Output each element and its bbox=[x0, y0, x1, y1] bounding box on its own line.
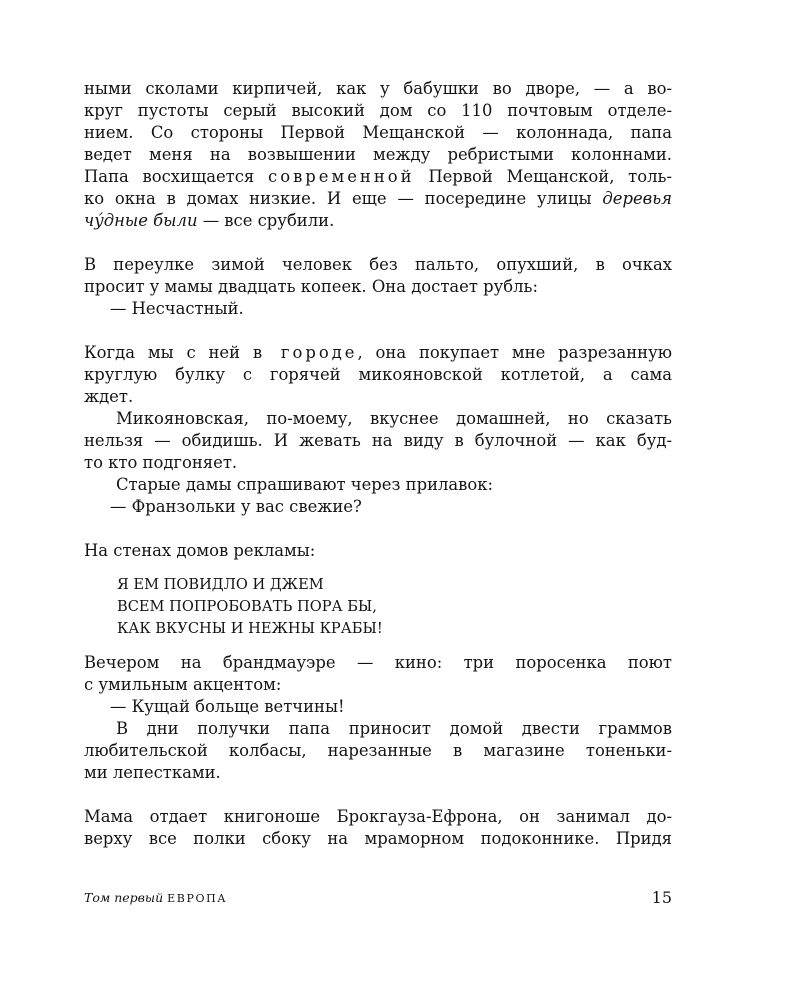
text-line bbox=[84, 166, 672, 188]
spaced-emphasis: в городе bbox=[252, 343, 358, 362]
dialogue-line: — Несчастный. bbox=[110, 299, 244, 318]
dialogue-line: — Франзольки у вас свежие? bbox=[110, 497, 362, 516]
text-line: ми лепестками. bbox=[84, 763, 221, 782]
text-line: Старые дамы спрашивают через прилавок: bbox=[116, 475, 494, 494]
text-segment: Первой Мещанской, толь- bbox=[414, 167, 672, 186]
text-line: На стенах домов рекламы: bbox=[84, 541, 316, 560]
spaced-emphasis: современной bbox=[268, 167, 415, 186]
page-footer bbox=[84, 888, 672, 908]
italic-emphasis: чу́дные были bbox=[84, 211, 198, 230]
paragraph bbox=[84, 342, 672, 518]
text-line: Мама отдает книгоноше Брокгауза-Ефрона, он занимал до- bbox=[84, 807, 672, 826]
paragraph bbox=[84, 78, 672, 232]
verse-line: Я ЕМ ПОВИДЛО И ДЖЕМ bbox=[117, 576, 324, 593]
text-line: В переулке зимой человек без пальто, опухший, в очках bbox=[84, 255, 672, 274]
paragraph-gap bbox=[84, 640, 672, 652]
section-label: ЕВРОПА bbox=[167, 892, 228, 905]
paragraph-gap bbox=[84, 518, 672, 540]
page-number: 15 bbox=[651, 888, 672, 907]
text-line: круглую булку с горячей микояновской котлетой, а сама bbox=[84, 365, 672, 384]
text-line: нельзя — обидишь. И жевать на виду в булочной — как буд- bbox=[84, 431, 672, 450]
text-line: с умильным акцентом: bbox=[84, 675, 282, 694]
text-line bbox=[84, 188, 672, 210]
paragraph-gap bbox=[84, 784, 672, 806]
text-line bbox=[84, 342, 672, 364]
text-line: ными сколами кирпичей, как у бабушки во дворе, — а во- bbox=[84, 79, 672, 98]
paragraph-gap bbox=[84, 320, 672, 342]
paragraph bbox=[84, 652, 672, 784]
italic-emphasis: деревья bbox=[602, 189, 672, 208]
text-segment: Папа восхищается bbox=[84, 167, 269, 186]
text-segment: , она покупает мне разрезанную bbox=[357, 343, 672, 362]
text-line: Микояновская, по-моему, вкуснее домашней, но сказать bbox=[116, 409, 672, 428]
ad-verse bbox=[84, 574, 672, 640]
text-line: то кто подгоняет. bbox=[84, 453, 238, 472]
text-segment: Когда мы с ней bbox=[84, 343, 253, 362]
verse-line: ВСЕМ ПОПРОБОВАТЬ ПОРА БЫ, bbox=[117, 598, 377, 615]
text-segment: ко окна в домах низкие. И еще — посередине улицы bbox=[84, 189, 603, 208]
text-line: круг пустоты серый высокий дом со 110 почтовым отделе- bbox=[84, 101, 672, 120]
page-body bbox=[84, 78, 672, 850]
verse-line: КАК ВКУСНЫ И НЕЖНЫ КРАБЫ! bbox=[117, 620, 383, 637]
paragraph bbox=[84, 254, 672, 320]
paragraph-gap bbox=[84, 232, 672, 254]
dialogue-line: — Кущай больще ветчины! bbox=[110, 697, 345, 716]
text-line: В дни получки папа приносит домой двести граммов bbox=[116, 719, 672, 738]
text-line: любительской колбасы, нарезанные в магазине тоненьки- bbox=[84, 741, 672, 760]
text-line: Вечером на брандмауэре — кино: три поросенка поют bbox=[84, 653, 672, 672]
paragraph bbox=[84, 540, 672, 562]
paragraph-gap bbox=[84, 562, 672, 574]
text-segment: — все срубили. bbox=[197, 211, 335, 230]
volume-label: Том первый bbox=[84, 890, 164, 905]
text-line: ведет меня на возвышении между ребристыми колоннами. bbox=[84, 145, 672, 164]
paragraph bbox=[84, 806, 672, 850]
text-line bbox=[84, 210, 672, 232]
running-footer bbox=[84, 890, 227, 905]
text-line: просит у мамы двадцать копеек. Она достает рубль: bbox=[84, 277, 539, 296]
text-line: нием. Со стороны Первой Мещанской — колоннада, папа bbox=[84, 123, 672, 142]
text-line: ждет. bbox=[84, 387, 134, 406]
text-line: верху все полки сбоку на мраморном подоконнике. Придя bbox=[84, 829, 672, 848]
